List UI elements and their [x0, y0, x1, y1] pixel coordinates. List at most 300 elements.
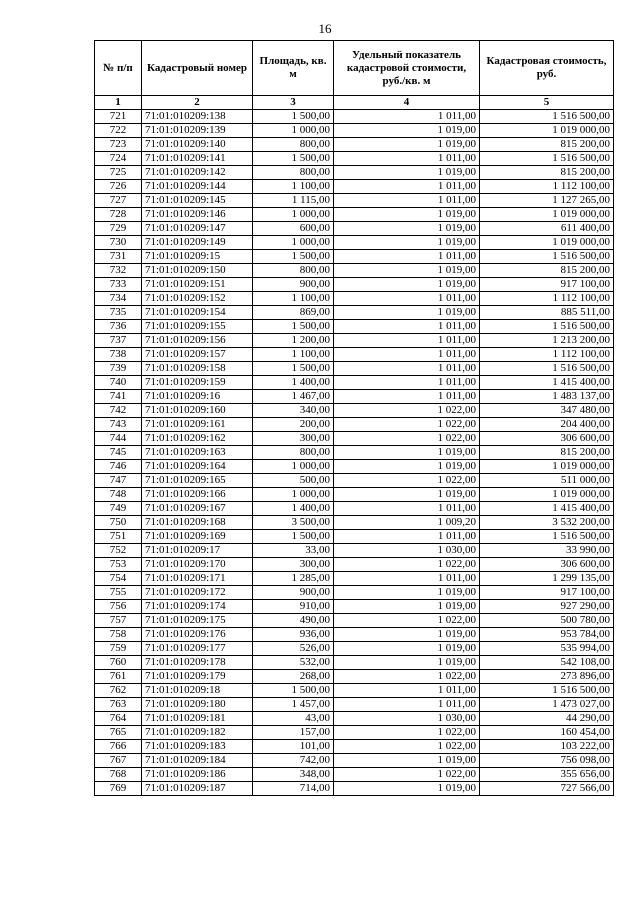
header-unit-value: Удельный показатель кадастровой стоимости, руб./кв. м: [334, 41, 480, 96]
cadastral-value-cell: 611 400,00: [480, 222, 614, 236]
cadastral-value-cell: 1 415 400,00: [480, 376, 614, 390]
cadastral-value-cell: 535 994,00: [480, 642, 614, 656]
cadastral-number-cell: 71:01:010209:16: [142, 390, 253, 404]
unit-value-cell: 1 022,00: [334, 768, 480, 782]
table-row: [95, 180, 614, 194]
unit-value-cell: 1 019,00: [334, 754, 480, 768]
cadastral-number-cell: 71:01:010209:152: [142, 292, 253, 306]
table-header-row: [95, 41, 614, 96]
table-row: [95, 572, 614, 586]
row-number-cell: 764: [95, 712, 142, 726]
cadastral-number-cell: 71:01:010209:18: [142, 684, 253, 698]
row-number-cell: 763: [95, 698, 142, 712]
cadastral-number-cell: 71:01:010209:151: [142, 278, 253, 292]
area-cell: 300,00: [253, 558, 334, 572]
area-cell: 1 000,00: [253, 460, 334, 474]
table-row: [95, 642, 614, 656]
row-number-cell: 756: [95, 600, 142, 614]
unit-value-cell: 1 022,00: [334, 614, 480, 628]
unit-value-cell: 1 019,00: [334, 236, 480, 250]
unit-value-cell: 1 019,00: [334, 306, 480, 320]
area-cell: 1 100,00: [253, 348, 334, 362]
area-cell: 3 500,00: [253, 516, 334, 530]
cadastral-number-cell: 71:01:010209:175: [142, 614, 253, 628]
cadastral-number-cell: 71:01:010209:166: [142, 488, 253, 502]
row-number-cell: 721: [95, 110, 142, 124]
cadastral-value-cell: 927 290,00: [480, 600, 614, 614]
row-number-cell: 729: [95, 222, 142, 236]
cadastral-number-cell: 71:01:010209:184: [142, 754, 253, 768]
cadastral-value-cell: 953 784,00: [480, 628, 614, 642]
cadastral-number-cell: 71:01:010209:146: [142, 208, 253, 222]
area-cell: 900,00: [253, 586, 334, 600]
table-row: [95, 726, 614, 740]
table-row: [95, 712, 614, 726]
area-cell: 1 000,00: [253, 488, 334, 502]
unit-value-cell: 1 022,00: [334, 418, 480, 432]
cadastral-number-cell: 71:01:010209:142: [142, 166, 253, 180]
cadastral-value-table: [94, 40, 614, 796]
cadastral-number-cell: 71:01:010209:180: [142, 698, 253, 712]
unit-value-cell: 1 030,00: [334, 544, 480, 558]
table-row: [95, 418, 614, 432]
unit-value-cell: 1 019,00: [334, 656, 480, 670]
cadastral-value-cell: 1 516 500,00: [480, 320, 614, 334]
table-row: [95, 656, 614, 670]
row-number-cell: 751: [95, 530, 142, 544]
cadastral-number-cell: 71:01:010209:182: [142, 726, 253, 740]
cadastral-number-cell: 71:01:010209:167: [142, 502, 253, 516]
row-number-cell: 759: [95, 642, 142, 656]
cadastral-number-cell: 71:01:010209:172: [142, 586, 253, 600]
area-cell: 1 500,00: [253, 110, 334, 124]
area-cell: 800,00: [253, 446, 334, 460]
cadastral-number-cell: 71:01:010209:181: [142, 712, 253, 726]
unit-value-cell: 1 019,00: [334, 166, 480, 180]
table-row: [95, 348, 614, 362]
row-number-cell: 726: [95, 180, 142, 194]
table-row: [95, 474, 614, 488]
table-row: [95, 376, 614, 390]
area-cell: 1 000,00: [253, 208, 334, 222]
table-row: [95, 110, 614, 124]
row-number-cell: 767: [95, 754, 142, 768]
cadastral-value-cell: 542 108,00: [480, 656, 614, 670]
row-number-cell: 758: [95, 628, 142, 642]
table-row: [95, 502, 614, 516]
row-number-cell: 727: [95, 194, 142, 208]
cadastral-value-cell: 1 516 500,00: [480, 250, 614, 264]
table-row: [95, 194, 614, 208]
unit-value-cell: 1 011,00: [334, 362, 480, 376]
cadastral-value-cell: 917 100,00: [480, 278, 614, 292]
area-cell: 900,00: [253, 278, 334, 292]
table-row: [95, 264, 614, 278]
table-row: [95, 250, 614, 264]
unit-value-cell: 1 011,00: [334, 110, 480, 124]
unit-value-cell: 1 019,00: [334, 208, 480, 222]
column-number: 3: [253, 96, 334, 110]
table-row: [95, 208, 614, 222]
cadastral-value-cell: 815 200,00: [480, 446, 614, 460]
unit-value-cell: 1 019,00: [334, 628, 480, 642]
unit-value-cell: 1 019,00: [334, 642, 480, 656]
row-number-cell: 722: [95, 124, 142, 138]
table-row: [95, 124, 614, 138]
cadastral-number-cell: 71:01:010209:141: [142, 152, 253, 166]
table-row: [95, 292, 614, 306]
cadastral-value-cell: 3 532 200,00: [480, 516, 614, 530]
row-number-cell: 740: [95, 376, 142, 390]
unit-value-cell: 1 019,00: [334, 138, 480, 152]
column-number: 2: [142, 96, 253, 110]
table-row: [95, 740, 614, 754]
area-cell: 526,00: [253, 642, 334, 656]
table-row: [95, 334, 614, 348]
cadastral-value-cell: 1 415 400,00: [480, 502, 614, 516]
area-cell: 936,00: [253, 628, 334, 642]
table-row: [95, 754, 614, 768]
area-cell: 1 000,00: [253, 124, 334, 138]
table-row: [95, 362, 614, 376]
table-row: [95, 768, 614, 782]
row-number-cell: 757: [95, 614, 142, 628]
unit-value-cell: 1 011,00: [334, 194, 480, 208]
cadastral-number-cell: 71:01:010209:162: [142, 432, 253, 446]
row-number-cell: 755: [95, 586, 142, 600]
row-number-cell: 749: [95, 502, 142, 516]
cadastral-value-cell: 347 480,00: [480, 404, 614, 418]
area-cell: 742,00: [253, 754, 334, 768]
cadastral-number-cell: 71:01:010209:164: [142, 460, 253, 474]
cadastral-number-cell: 71:01:010209:169: [142, 530, 253, 544]
cadastral-number-cell: 71:01:010209:183: [142, 740, 253, 754]
table-row: [95, 530, 614, 544]
row-number-cell: 748: [95, 488, 142, 502]
unit-value-cell: 1 009,20: [334, 516, 480, 530]
area-cell: 1 200,00: [253, 334, 334, 348]
row-number-cell: 725: [95, 166, 142, 180]
column-number-row: [95, 96, 614, 110]
table-row: [95, 432, 614, 446]
cadastral-value-cell: 756 098,00: [480, 754, 614, 768]
table-row: [95, 166, 614, 180]
area-cell: 1 400,00: [253, 376, 334, 390]
cadastral-number-cell: 71:01:010209:138: [142, 110, 253, 124]
table-row: [95, 670, 614, 684]
area-cell: 1 000,00: [253, 236, 334, 250]
area-cell: 268,00: [253, 670, 334, 684]
cadastral-value-cell: 1 127 265,00: [480, 194, 614, 208]
area-cell: 500,00: [253, 474, 334, 488]
header-cadastral-number: Кадастровый номер: [142, 41, 253, 96]
row-number-cell: 754: [95, 572, 142, 586]
area-cell: 101,00: [253, 740, 334, 754]
cadastral-number-cell: 71:01:010209:174: [142, 600, 253, 614]
unit-value-cell: 1 019,00: [334, 264, 480, 278]
cadastral-value-cell: 917 100,00: [480, 586, 614, 600]
row-number-cell: 731: [95, 250, 142, 264]
row-number-cell: 746: [95, 460, 142, 474]
area-cell: 1 500,00: [253, 530, 334, 544]
row-number-cell: 747: [95, 474, 142, 488]
area-cell: 1 400,00: [253, 502, 334, 516]
cadastral-value-cell: 1 516 500,00: [480, 152, 614, 166]
cadastral-value-cell: 1 112 100,00: [480, 348, 614, 362]
unit-value-cell: 1 019,00: [334, 460, 480, 474]
row-number-cell: 753: [95, 558, 142, 572]
cadastral-number-cell: 71:01:010209:176: [142, 628, 253, 642]
header-area: Площадь, кв. м: [253, 41, 334, 96]
page-number: 16: [318, 21, 332, 36]
table-row: [95, 782, 614, 796]
cadastral-value-cell: 306 600,00: [480, 432, 614, 446]
cadastral-number-cell: 71:01:010209:154: [142, 306, 253, 320]
cadastral-value-cell: 44 290,00: [480, 712, 614, 726]
area-cell: 800,00: [253, 264, 334, 278]
row-number-cell: 723: [95, 138, 142, 152]
area-cell: 1 100,00: [253, 180, 334, 194]
unit-value-cell: 1 022,00: [334, 404, 480, 418]
table-row: [95, 600, 614, 614]
area-cell: 348,00: [253, 768, 334, 782]
cadastral-number-cell: 71:01:010209:147: [142, 222, 253, 236]
row-number-cell: 760: [95, 656, 142, 670]
row-number-cell: 732: [95, 264, 142, 278]
unit-value-cell: 1 011,00: [334, 250, 480, 264]
table-row: [95, 586, 614, 600]
cadastral-value-cell: 1 019 000,00: [480, 236, 614, 250]
row-number-cell: 762: [95, 684, 142, 698]
cadastral-number-cell: 71:01:010209:144: [142, 180, 253, 194]
cadastral-value-cell: 273 896,00: [480, 670, 614, 684]
area-cell: 800,00: [253, 166, 334, 180]
row-number-cell: 761: [95, 670, 142, 684]
row-number-cell: 738: [95, 348, 142, 362]
cadastral-number-cell: 71:01:010209:161: [142, 418, 253, 432]
cadastral-value-cell: 815 200,00: [480, 138, 614, 152]
table-row: [95, 558, 614, 572]
table-row: [95, 446, 614, 460]
table-row: [95, 698, 614, 712]
area-cell: 300,00: [253, 432, 334, 446]
cadastral-number-cell: 71:01:010209:15: [142, 250, 253, 264]
unit-value-cell: 1 019,00: [334, 124, 480, 138]
cadastral-value-cell: 1 299 135,00: [480, 572, 614, 586]
cadastral-number-cell: 71:01:010209:17: [142, 544, 253, 558]
cadastral-number-cell: 71:01:010209:178: [142, 656, 253, 670]
cadastral-value-cell: 160 454,00: [480, 726, 614, 740]
table-row: [95, 152, 614, 166]
cadastral-number-cell: 71:01:010209:139: [142, 124, 253, 138]
row-number-cell: 766: [95, 740, 142, 754]
area-cell: 1 500,00: [253, 320, 334, 334]
table-row: [95, 236, 614, 250]
row-number-cell: 737: [95, 334, 142, 348]
cadastral-value-cell: 1 019 000,00: [480, 460, 614, 474]
cadastral-number-cell: 71:01:010209:156: [142, 334, 253, 348]
table-row: [95, 544, 614, 558]
unit-value-cell: 1 011,00: [334, 572, 480, 586]
row-number-cell: 735: [95, 306, 142, 320]
area-cell: 1 500,00: [253, 250, 334, 264]
cadastral-number-cell: 71:01:010209:158: [142, 362, 253, 376]
cadastral-value-cell: 1 516 500,00: [480, 684, 614, 698]
table-row: [95, 628, 614, 642]
cadastral-value-cell: 815 200,00: [480, 166, 614, 180]
row-number-cell: 744: [95, 432, 142, 446]
area-cell: 1 285,00: [253, 572, 334, 586]
table-row: [95, 460, 614, 474]
area-cell: 532,00: [253, 656, 334, 670]
table-row: [95, 614, 614, 628]
cadastral-number-cell: 71:01:010209:179: [142, 670, 253, 684]
cadastral-value-cell: 204 400,00: [480, 418, 614, 432]
row-number-cell: 728: [95, 208, 142, 222]
unit-value-cell: 1 011,00: [334, 530, 480, 544]
row-number-cell: 733: [95, 278, 142, 292]
area-cell: 33,00: [253, 544, 334, 558]
area-cell: 1 500,00: [253, 152, 334, 166]
cadastral-number-cell: 71:01:010209:140: [142, 138, 253, 152]
unit-value-cell: 1 019,00: [334, 488, 480, 502]
area-cell: 600,00: [253, 222, 334, 236]
cadastral-value-cell: 306 600,00: [480, 558, 614, 572]
row-number-cell: 752: [95, 544, 142, 558]
unit-value-cell: 1 011,00: [334, 334, 480, 348]
header-row-number: № п/п: [95, 41, 142, 96]
unit-value-cell: 1 019,00: [334, 782, 480, 796]
unit-value-cell: 1 019,00: [334, 222, 480, 236]
cadastral-value-cell: 103 222,00: [480, 740, 614, 754]
row-number-cell: 741: [95, 390, 142, 404]
row-number-cell: 724: [95, 152, 142, 166]
area-cell: 340,00: [253, 404, 334, 418]
unit-value-cell: 1 022,00: [334, 670, 480, 684]
unit-value-cell: 1 019,00: [334, 586, 480, 600]
row-number-cell: 765: [95, 726, 142, 740]
cadastral-value-cell: 1 516 500,00: [480, 110, 614, 124]
area-cell: 800,00: [253, 138, 334, 152]
table-row: [95, 516, 614, 530]
unit-value-cell: 1 011,00: [334, 152, 480, 166]
area-cell: 714,00: [253, 782, 334, 796]
cadastral-number-cell: 71:01:010209:171: [142, 572, 253, 586]
cadastral-number-cell: 71:01:010209:150: [142, 264, 253, 278]
unit-value-cell: 1 022,00: [334, 558, 480, 572]
row-number-cell: 768: [95, 768, 142, 782]
cadastral-number-cell: 71:01:010209:168: [142, 516, 253, 530]
row-number-cell: 736: [95, 320, 142, 334]
cadastral-number-cell: 71:01:010209:160: [142, 404, 253, 418]
cadastral-number-cell: 71:01:010209:187: [142, 782, 253, 796]
unit-value-cell: 1 011,00: [334, 292, 480, 306]
cadastral-number-cell: 71:01:010209:177: [142, 642, 253, 656]
area-cell: 869,00: [253, 306, 334, 320]
cadastral-value-cell: 500 780,00: [480, 614, 614, 628]
cadastral-number-cell: 71:01:010209:186: [142, 768, 253, 782]
cadastral-value-cell: 885 511,00: [480, 306, 614, 320]
table-row: [95, 488, 614, 502]
unit-value-cell: 1 011,00: [334, 502, 480, 516]
cadastral-value-cell: 1 473 027,00: [480, 698, 614, 712]
area-cell: 490,00: [253, 614, 334, 628]
table-row: [95, 222, 614, 236]
cadastral-value-cell: 727 566,00: [480, 782, 614, 796]
table-row: [95, 278, 614, 292]
area-cell: 1 500,00: [253, 362, 334, 376]
cadastral-value-cell: 355 656,00: [480, 768, 614, 782]
area-cell: 910,00: [253, 600, 334, 614]
table-row: [95, 138, 614, 152]
area-cell: 1 457,00: [253, 698, 334, 712]
table-row: [95, 404, 614, 418]
table-row: [95, 390, 614, 404]
row-number-cell: 769: [95, 782, 142, 796]
area-cell: 1 100,00: [253, 292, 334, 306]
row-number-cell: 750: [95, 516, 142, 530]
table-row: [95, 684, 614, 698]
unit-value-cell: 1 011,00: [334, 376, 480, 390]
row-number-cell: 734: [95, 292, 142, 306]
unit-value-cell: 1 022,00: [334, 474, 480, 488]
cadastral-number-cell: 71:01:010209:163: [142, 446, 253, 460]
table-row: [95, 306, 614, 320]
unit-value-cell: 1 022,00: [334, 432, 480, 446]
cadastral-value-cell: 1 019 000,00: [480, 208, 614, 222]
cadastral-value-cell: 1 516 500,00: [480, 362, 614, 376]
table-row: [95, 320, 614, 334]
unit-value-cell: 1 011,00: [334, 698, 480, 712]
table-body: [95, 110, 614, 796]
cadastral-value-cell: 1 483 137,00: [480, 390, 614, 404]
unit-value-cell: 1 019,00: [334, 446, 480, 460]
area-cell: 1 500,00: [253, 684, 334, 698]
column-number: 4: [334, 96, 480, 110]
unit-value-cell: 1 030,00: [334, 712, 480, 726]
unit-value-cell: 1 011,00: [334, 180, 480, 194]
cadastral-value-cell: 1 019 000,00: [480, 488, 614, 502]
cadastral-number-cell: 71:01:010209:149: [142, 236, 253, 250]
unit-value-cell: 1 011,00: [334, 348, 480, 362]
cadastral-value-cell: 1 112 100,00: [480, 180, 614, 194]
row-number-cell: 745: [95, 446, 142, 460]
cadastral-number-cell: 71:01:010209:145: [142, 194, 253, 208]
row-number-cell: 739: [95, 362, 142, 376]
cadastral-number-cell: 71:01:010209:159: [142, 376, 253, 390]
column-number: 5: [480, 96, 614, 110]
cadastral-value-cell: 815 200,00: [480, 264, 614, 278]
unit-value-cell: 1 022,00: [334, 740, 480, 754]
cadastral-value-cell: 1 213 200,00: [480, 334, 614, 348]
cadastral-value-cell: 33 990,00: [480, 544, 614, 558]
cadastral-number-cell: 71:01:010209:170: [142, 558, 253, 572]
unit-value-cell: 1 019,00: [334, 278, 480, 292]
area-cell: 1 467,00: [253, 390, 334, 404]
cadastral-number-cell: 71:01:010209:155: [142, 320, 253, 334]
cadastral-value-cell: 1 019 000,00: [480, 124, 614, 138]
row-number-cell: 742: [95, 404, 142, 418]
area-cell: 43,00: [253, 712, 334, 726]
area-cell: 157,00: [253, 726, 334, 740]
unit-value-cell: 1 011,00: [334, 684, 480, 698]
unit-value-cell: 1 019,00: [334, 600, 480, 614]
cadastral-value-cell: 1 112 100,00: [480, 292, 614, 306]
column-number: 1: [95, 96, 142, 110]
row-number-cell: 743: [95, 418, 142, 432]
header-cadastral-value: Кадастровая стоимость, руб.: [480, 41, 614, 96]
row-number-cell: 730: [95, 236, 142, 250]
